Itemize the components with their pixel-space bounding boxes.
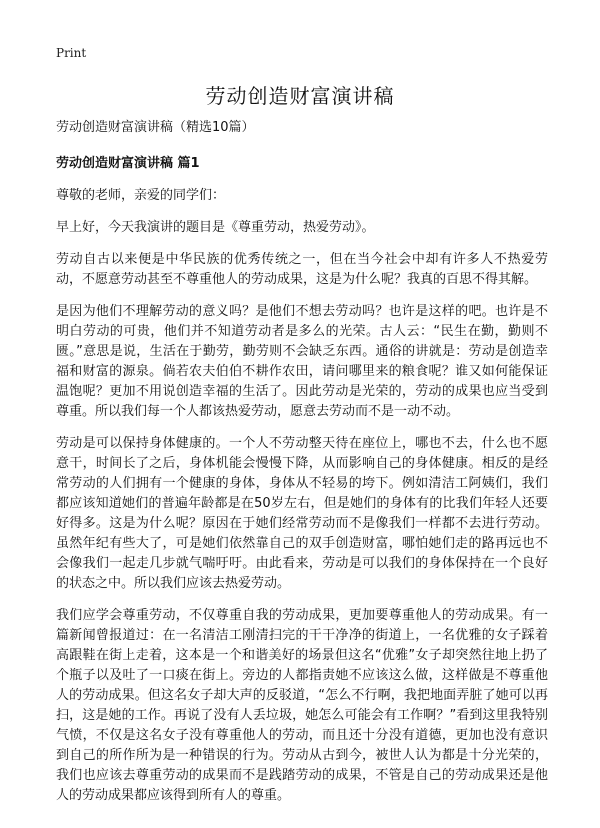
paragraph-salutation: 尊敬的老师，亲爱的同学们： (56, 188, 226, 203)
section-heading: 劳动创造财富演讲稿 篇1 (56, 156, 200, 171)
print-link[interactable]: Print (56, 46, 87, 60)
paragraph-greeting: 早上好，今天我演讲的题目是《尊重劳动，热爱劳动》。 (56, 220, 375, 235)
paragraph-1: 劳动自古以来便是中华民族的优秀传统之一，但在当今社会中却有许多人不热爱劳动，不愿意劳动甚至不尊重他人的劳动成果，这是为什么呢？我真的百思不得其解。 (56, 252, 548, 287)
paragraph-2: 是因为他们不理解劳动的意义吗？是他们不想去劳动吗？也许是这样的吧。也许是不明白劳动的可贵，他们并不知道劳动者是多么的光荣。古人云：“民生在勤，勤则不匮。”意思是说，生活在于勤劳，勤劳则不会缺乏东西。通俗的讲就是：劳动是创造幸福和财富的源泉。倘若农夫伯伯不耕作农田，请问哪里来的粮食呢？谁又如何能保证温饱呢？更加不用说创造幸福的生活了。因此劳动是光荣的，劳动的成果也应当受到尊重。所以我们每一个人都该热爱劳动，愿意去劳动而不是一动不动。 (56, 304, 548, 419)
paragraph-3: 劳动是可以保持身体健康的。一个人不劳动整天待在座位上，哪也不去，什么也不愿意干，时间长了之后，身体机能会慢慢下降，从而影响自己的身体健康。相反的是经常劳动的人们拥有一个健康的身体，身体从不轻易的垮下。例如清洁工阿姨们，我们都应该知道她们的普遍年龄都是在50岁左右，但是她们的身体有的比我们年轻人还要好得多。这是为什么呢？原因在于她们经常劳动而不是像我们一样都不去进行劳动。虽然年纪有些大了，可是她们依然靠自己的双手创造财富，哪怕她们走的路再远也不会像我们一起走几步就气喘吁吁。由此看来，劳动是可以我们的身体保持在一个良好的状态之中。所以我们应该去热爱劳动。 (56, 436, 548, 591)
document-subtitle: 劳动创造财富演讲稿（精选10篇） (56, 120, 255, 135)
page-title: 劳动创造财富演讲稿 (205, 84, 395, 108)
document-body (56, 118, 548, 818)
paragraph-4: 我们应学会尊重劳动，不仅尊重自我的劳动成果，更加要尊重他人的劳动成果。有一篇新闻曾报道过：在一名清洁工刚清扫完的干干净净的街道上，一名优雅的女子踩着高跟鞋在街上走着，这本是一个和谐美好的场景但这名“优雅”女子却突然往地上扔了个瓶子以及吐了一口痰在街上。旁边的人都指责她不应该这么做，这样做是不尊重他人的劳动成果。但这名女子却大声的反驳道，“怎么不行啊，我把地面弄脏了她可以再扫，这是她的工作。再说了没有人丢垃圾，她怎么可能会有工作啊？”看到这里我特别气愤，不仅是这名女子没有尊重他人的劳动，而且还十分没有道德，更加也没有意识到自己的所作所为是一种错误的行为。劳动从古到今，被世人认为都是十分光荣的，我们也应该去尊重劳动的成果而不是践踏劳动的成果，不管是自己的劳动成果还是他人的劳动成果都应该得到所有人的尊重。 (56, 608, 548, 803)
